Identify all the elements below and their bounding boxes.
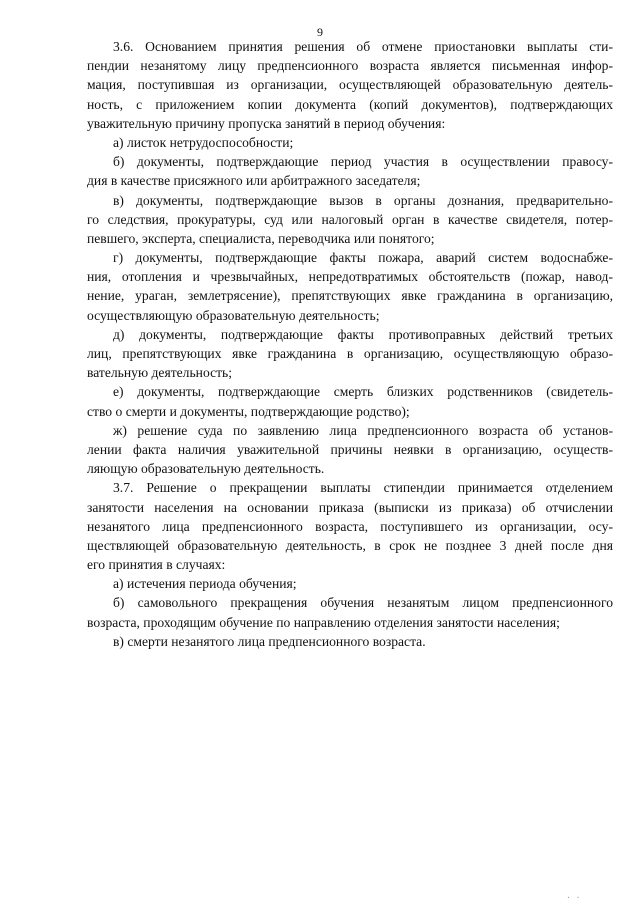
text-line: лении факта наличия уважительной причины неявки в организацию, осуществ- [87,441,613,457]
text-line: е) документы, подтверждающие смерть близких родственников (свидетель- [113,384,613,400]
text-line: ж) решение суда по заявлению лица предпенсионного возраста об установ- [113,422,613,438]
text-line: пендии незанятому лицу предпенсионного возраста является письменная инфор- [87,58,613,74]
paragraph-item-3-6-zh [87,421,613,479]
text-line: в) документы, подтверждающие вызов в органы дознания, предварительно- [113,192,613,208]
text-line: ство о смерти и документы, подтверждающие родство); [87,403,410,419]
text-line: мация, поступившая из организации, осуществляющей образовательную деятель- [87,77,613,93]
text-line: в) смерти незанятого лица предпенсионного возраста. [113,633,426,649]
paragraph-item-3-6-g [87,248,613,325]
text-line: д) документы, подтверждающие факты противоправных действий третьих [113,326,613,342]
text-line: б) самовольного прекращения обучения незанятым лицом предпенсионного [113,595,613,611]
paragraph-item-3-7-b [87,593,613,631]
paragraph-item-3-6-d [87,325,613,383]
text-line: ния, отопления и чрезвычайных, непредотвратимых обстоятельств (пожар, навод- [87,269,613,285]
text-line: вательную деятельность; [87,365,233,381]
text-line: а) истечения периода обучения; [113,576,297,592]
text-line: го следствия, прокуратуры, суд или налоговый орган в качестве свидетеля, потер- [87,211,613,227]
text-line: 3.6. Основанием принятия решения об отмене приостановки выплаты сти- [113,39,613,54]
paragraph-item-3-7-a [87,574,613,593]
text-line: его принятия в случаях: [87,557,226,573]
paragraph-item-3-7-v [87,632,613,651]
document-body [87,37,613,651]
text-line: нение, ураган, землетрясение), препятствующих явке гражданина в организацию, [87,288,613,304]
text-line: г) документы, подтверждающие факты пожара, аварий систем водоснабже- [113,250,613,266]
paragraph-item-3-6-a [87,133,613,152]
paragraph-item-3-6-v [87,191,613,249]
text-line: 3.7. Решение о прекращении выплаты стипендии принимается отделением [113,480,613,496]
scan-mark: · · [566,893,581,902]
text-line: ляющую образовательную деятельность. [87,461,325,477]
text-line: незанятого лица предпенсионного возраста, поступившего из организации, осу- [87,518,613,534]
paragraph-item-3-6-b [87,152,613,190]
text-line: занятости населения на основании приказа (выписки из приказа) об отчислении [87,499,613,515]
text-line: б) документы, подтверждающие период участия в осуществлении правосу- [113,154,613,170]
text-line: уважительную причину пропуска занятий в период обучения: [87,115,446,131]
text-line: осуществляющую образовательную деятельность; [87,307,380,323]
text-line: ность, с приложением копии документа (копий документов), подтверждающих [87,96,613,112]
text-line: лиц, препятствующих явке гражданина в организацию, осуществляющую образо- [87,346,613,361]
page-number: 9 [317,25,323,39]
paragraph-item-3-6 [87,37,613,133]
text-line: певшего, эксперта, специалиста, переводчика или понятого; [87,230,435,246]
text-line: ществляющей образовательную деятельность, в срок не позднее 3 дней после дня [87,537,613,553]
paragraph-item-3-7 [87,478,613,574]
text-line: а) листок нетрудоспособности; [113,134,294,150]
text-line: дия в качестве присяжного или арбитражного заседателя; [87,173,421,189]
paragraph-item-3-6-e [87,382,613,420]
text-line: возраста, проходящим обучение по направлению отделения занятости населения; [87,614,560,630]
